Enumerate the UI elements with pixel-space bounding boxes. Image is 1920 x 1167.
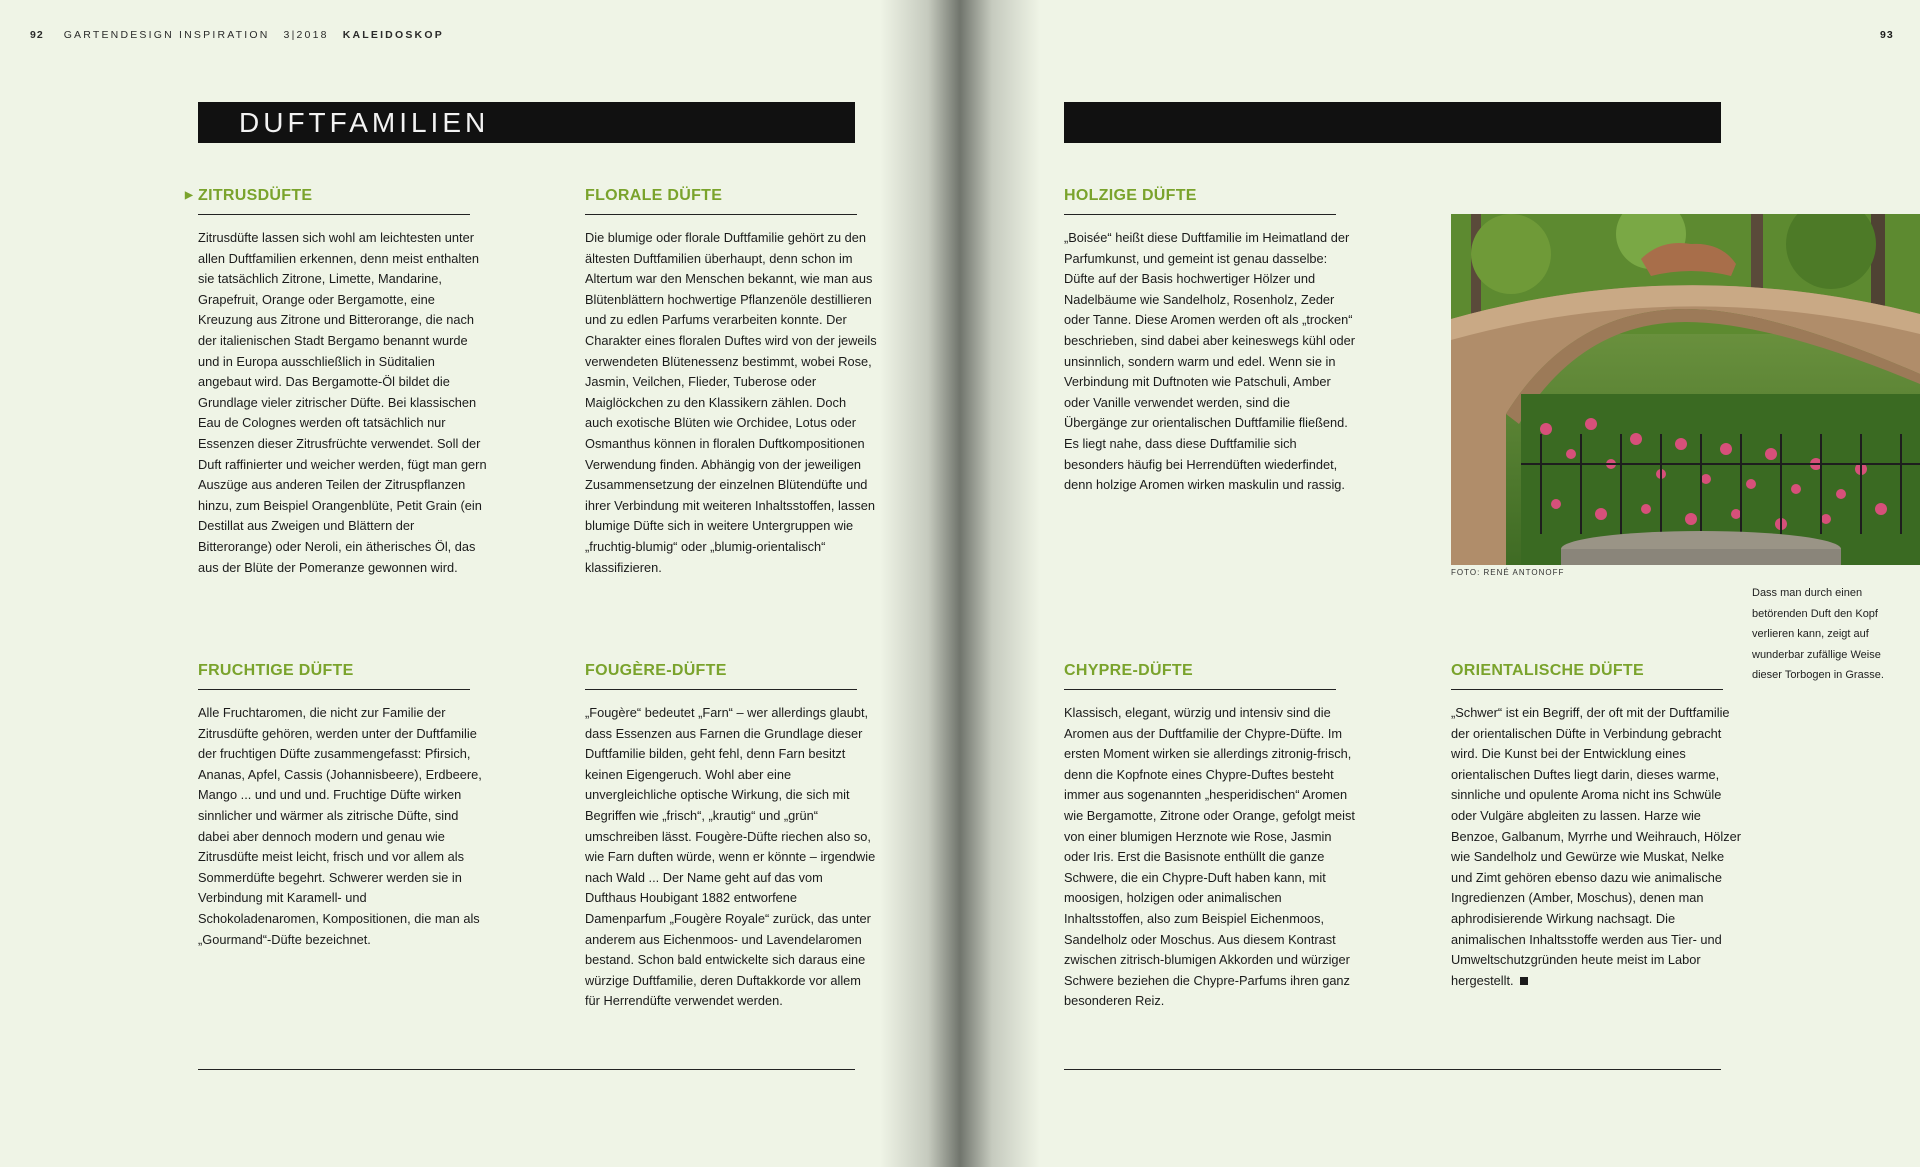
section-heading: FRUCHTIGE DÜFTE (198, 662, 470, 690)
bottom-rule-right (1064, 1069, 1721, 1070)
section-florale-duefte (585, 187, 877, 578)
page-number-left: 92 (30, 29, 44, 41)
section-zitrusduefte (185, 187, 487, 578)
title-bar-right (1064, 102, 1721, 143)
section-body: Die blumige oder florale Duftfamilie gehört zu den ältesten Duftfamilien überhaupt, denn schon im Altertum war den Menschen bekannt, wie man aus Blütenblättern hochwertige Pflanzenöle destillieren und zu edlen Parfums verarbeiten konnte. Der Charakter eines floralen Duftes wird von der jeweils verwendeten Blütenessenz bestimmt, wobei Rose, Jasmin, Veilchen, Flieder, Tuberose oder Maiglöckchen zu den Klassikern zählen. Doch auch exotische Blüten wie Orchidee, Lotus oder Osmanthus können in floralen Duftkompositionen Verwendung finden. Abhängig von der jeweiligen Zusammensetzung der einzelnen Blütendüfte und ihrer Verbindung mit weiteren Inhaltsstoffen, lassen blumige Düfte sich in weitere Untergruppen wie „fruchtig-blumig“ oder „blumig-orientalisch“ klassifizieren. (585, 230, 877, 575)
section-holzige-duefte (1064, 187, 1355, 496)
garden-arch-photo (1451, 214, 1920, 565)
section-body: „Schwer“ ist ein Begriff, der oft mit der Duftfamilie der orientalischen Düfte in Verbindung gebracht wird. Die Kunst bei der Entwicklung eines orientalischen Duftes liegt darin, dieses warme, sinnliche und opulente Aroma nicht ins Schwüle oder Vulgäre abgleiten zu lassen. Harze wie Benzoe, Galbanum, Myrrhe und Weihrauch, Hölzer wie Sandelholz und Gewürze wie Muskat, Nelke und Zimt gehören ebenso dazu wie animalische Ingredienzen (Amber, Moschus), denen man aphrodisierende Wirkung nachsagt. Die animalischen Inhaltsstoffe werden aus Tier- und Umweltschutzgründen heute meist im Labor hergestellt. (1451, 705, 1741, 988)
page-number-right: 93 (1880, 29, 1894, 41)
section-fougere-duefte (585, 662, 876, 1012)
section-heading: FOUGÈRE-DÜFTE (585, 662, 857, 690)
triangle-marker-icon: ▶ (185, 190, 193, 201)
page-gutter-shadow (880, 0, 1040, 1167)
title-bar-left (198, 102, 855, 143)
section-heading: FLORALE DÜFTE (585, 187, 857, 215)
magazine-name: GARTENDESIGN INSPIRATION (63, 29, 270, 41)
section-chypre-duefte (1064, 662, 1355, 1012)
section-body: Klassisch, elegant, würzig und intensiv sind die Aromen aus der Duftfamilie der Chypre-Düfte. Im ersten Moment wirken sie allerdings zitronig-frisch, denn die Kopfnote eines Chypre-Duftes besteht immer aus sogenannten „hesperidischen“ Aromen wie Bergamotte, Zitrone oder Orange, gefolgt meist von einer blumigen Herznote wie Rose, Jasmin oder Iris. Erst die Basisnote enthüllt die ganze Schwere, die ein Chypre-Duft haben kann, mit moosigen, holzigen oder animalischen Inhaltsstoffen, also zum Beispiel Eichenmoos, Sandelholz oder Moschus. Aus diesem Kontrast zwischen zitrisch-blumigen Akkorden und würziger Schwere beziehen die Chypre-Parfums ihren ganz besonderen Reiz. (1064, 705, 1355, 1009)
end-mark-icon (1520, 977, 1528, 985)
bottom-rule-left (198, 1069, 855, 1070)
section-name: KALEIDOSKOP (342, 29, 444, 41)
photo-credit: FOTO: RENÉ ANTONOFF (1451, 568, 1565, 577)
section-body: „Boisée“ heißt diese Duftfamilie im Heimatland der Parfumkunst, und gemeint ist genau dasselbe: Düfte auf der Basis hochwertiger Hölzer und Nadelbäume wie Sandelholz, Rosenholz, Zeder oder Tanne. Diese Aromen werden oft als „trocken“ beschrieben, sind dabei aber keineswegs kühl oder unsinnlich, sondern warm und edel. Wenn sie in Verbindung mit Duftnoten wie Patschuli, Amber oder Vanille verwendet werden, sind die Übergänge zur orientalischen Duftfamilie fließend. Es liegt nahe, dass diese Duftfamilie sich besonders häufig bei Herrendüften wiederfindet, denn holzige Aromen wirken maskulin und rassig. (1064, 230, 1355, 493)
section-heading: HOLZIGE DÜFTE (1064, 187, 1336, 215)
section-heading: ORIENTALISCHE DÜFTE (1451, 662, 1723, 690)
section-orientalische-duefte (1451, 662, 1741, 991)
section-heading: CHYPRE-DÜFTE (1064, 662, 1336, 690)
section-body: Zitrusdüfte lassen sich wohl am leichtesten unter allen Duftfamilien erkennen, denn meist enthalten sie tatsächlich Zitrone, Limette, Mandarine, Grapefruit, Orange oder Bergamotte, eine Kreuzung aus Zitrone und Bitterorange, die nach der italienischen Stadt Bergamo benannt wurde und in Europa ausschließlich in Süditalien angebaut wird. Das Bergamotte-Öl bildet die Grundlage vieler zitrischer Düfte. Bei klassischen Eau de Colognes werden oft tatsächlich nur Essenzen dieser Zitrusfrüchte verwendet. Soll der Duft raffinierter und weicher werden, fügt man gern Auszüge aus anderen Teilen der Zitruspflanzen hinzu, zum Beispiel Orangenblüte, Petit Grain (ein Destillat aus Zweigen und Blättern der Bitterorange) oder Neroli, ein ätherisches Öl, das aus der Blüte der Pomeranze gewonnen wird. (198, 230, 487, 575)
running-header (30, 29, 444, 41)
section-heading: ▶ ZITRUSDÜFTE (198, 187, 470, 215)
page-title: DUFTFAMILIEN (239, 107, 490, 138)
section-body: Alle Fruchtaromen, die nicht zur Familie der Zitrusdüfte gehören, werden unter der Duftfamilie der fruchtigen Düfte zusammengefasst: Pfirsich, Ananas, Apfel, Cassis (Johannisbeere), Erdbeere, Mango ... und und und. Fruchtige Düfte wirken sinnlicher und wärmer als zitrische Düfte, sind dabei aber dennoch modern und genau wie Zitrusdüfte meist leicht, frisch und vor allem als Sommerdüfte begehrt. Schwerer werden sie in Verbindung mit Karamell- und Schokoladenaromen, Kompositionen, die man als „Gourmand“-Düfte bezeichnet. (198, 705, 482, 947)
photo-caption: Dass man durch einen betörenden Duft den Kopf verlieren kann, zeigt auf wunderbar zufällige Weise dieser Torbogen in Grasse. (1752, 587, 1884, 682)
issue-number: 3|2018 (283, 29, 329, 41)
section-fruchtige-duefte (198, 662, 482, 950)
section-body: „Fougère“ bedeutet „Farn“ – wer allerdings glaubt, dass Essenzen aus Farnen die Grundlage dieser Duftfamilie bilden, geht fehl, denn Farn besitzt keinen Eigengeruch. Wohl aber eine unvergleichliche optische Wirkung, die sich mit Begriffen wie „frisch“, „krautig“ und „grün“ umschreiben lässt. Fougère-Düfte riechen also so, wie Farn duften würde, wenn er könnte – irgendwie nach Wald ... Der Name geht auf das vom Dufthaus Houbigant 1882 entworfene Damenparfum „Fougère Royale“ zurück, das unter anderem aus Eichenmoos- und Lavendelaromen bestand. Schon bald entwickelte sich daraus eine würzige Duftfamilie, deren Duftakkorde vor allem für Herrendüfte verwendet werden. (585, 705, 876, 1009)
